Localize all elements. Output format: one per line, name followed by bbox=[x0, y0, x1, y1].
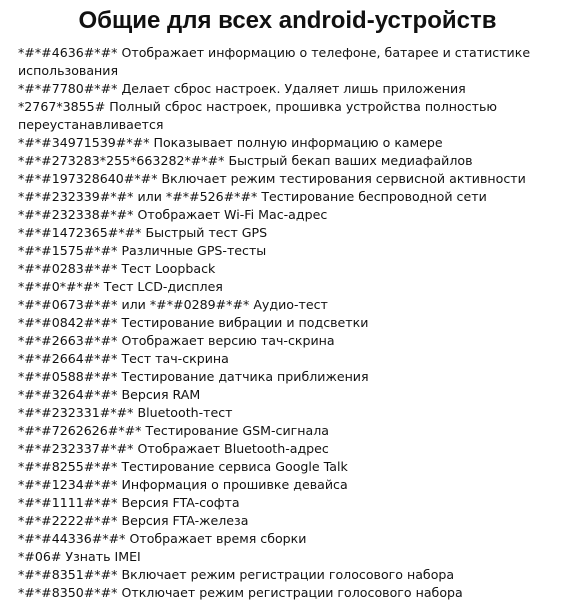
code-line: *#*#2222#*#* Версия FTA-железа bbox=[18, 513, 249, 528]
code-line: *#*#0283#*#* Тест Loopback bbox=[18, 261, 216, 276]
code-line: *#*#1472365#*#* Быстрый тест GPS bbox=[18, 225, 268, 240]
code-line: *#*#4636#*#* Отображает информацию о телефоне, батарее и статистике bbox=[18, 45, 531, 60]
code-line: *#*#44336#*#* Отображает время сборки bbox=[18, 531, 307, 546]
code-line: *#*#2663#*#* Отображает версию тач-скрина bbox=[18, 333, 335, 348]
code-line: *#*#0588#*#* Тестирование датчика приближения bbox=[18, 369, 369, 384]
code-line: *#*#8351#*#* Включает режим регистрации голосового набора bbox=[18, 567, 455, 582]
code-line: *#*#8255#*#* Тестирование сервиса Google Talk bbox=[18, 459, 348, 474]
code-line: *#*#232338#*#* Отображает Wi-Fi Mac-адрес bbox=[18, 207, 328, 222]
document-title: Общие для всех android-устройств bbox=[78, 7, 497, 34]
code-line: *#*#232339#*#* или *#*#526#*#* Тестирование беспроводной сети bbox=[18, 189, 487, 204]
code-line: *#*#34971539#*#* Показывает полную информацию о камере bbox=[18, 135, 443, 150]
code-line: *#*#1111#*#* Версия FTA-софта bbox=[18, 495, 240, 510]
code-line: переустанавливается bbox=[18, 117, 164, 132]
code-line: *#*#0842#*#* Тестирование вибрации и подсветки bbox=[18, 315, 369, 330]
code-line: *#*#3264#*#* Версия RAM bbox=[18, 387, 201, 402]
code-line: использования bbox=[18, 63, 119, 78]
code-line: *#06# Узнать IMEI bbox=[18, 549, 141, 564]
code-line: *2767*3855# Полный сброс настроек, прошивка устройства полностью bbox=[18, 99, 498, 114]
code-line: *#*#7262626#*#* Тестирование GSM-сигнала bbox=[18, 423, 329, 438]
code-line: *#*#2664#*#* Тест тач-скрина bbox=[18, 351, 229, 366]
code-line: *#*#0*#*#* Тест LCD-дисплея bbox=[18, 279, 223, 294]
code-line: *#*#197328640#*#* Включает режим тестирования сервисной активности bbox=[18, 171, 526, 186]
code-line: *#*#1575#*#* Различные GPS-тесты bbox=[18, 243, 267, 258]
code-line: *#*#232331#*#* Bluetooth-тест bbox=[18, 405, 233, 420]
code-line: *#*#273283*255*663282*#*#* Быстрый бекап ваших медиафайлов bbox=[18, 153, 473, 168]
code-list bbox=[18, 44, 557, 602]
code-line: *#*#7780#*#* Делает сброс настроек. Удаляет лишь приложения bbox=[18, 81, 466, 96]
code-line: *#*#1234#*#* Информация о прошивке девайса bbox=[18, 477, 348, 492]
code-line: *#*#232337#*#* Отображает Bluetooth-адрес bbox=[18, 441, 329, 456]
code-line: *#*#8350#*#* Отключает режим регистрации голосового набора bbox=[18, 585, 463, 600]
code-line: *#*#0673#*#* или *#*#0289#*#* Аудио-тест bbox=[18, 297, 328, 312]
